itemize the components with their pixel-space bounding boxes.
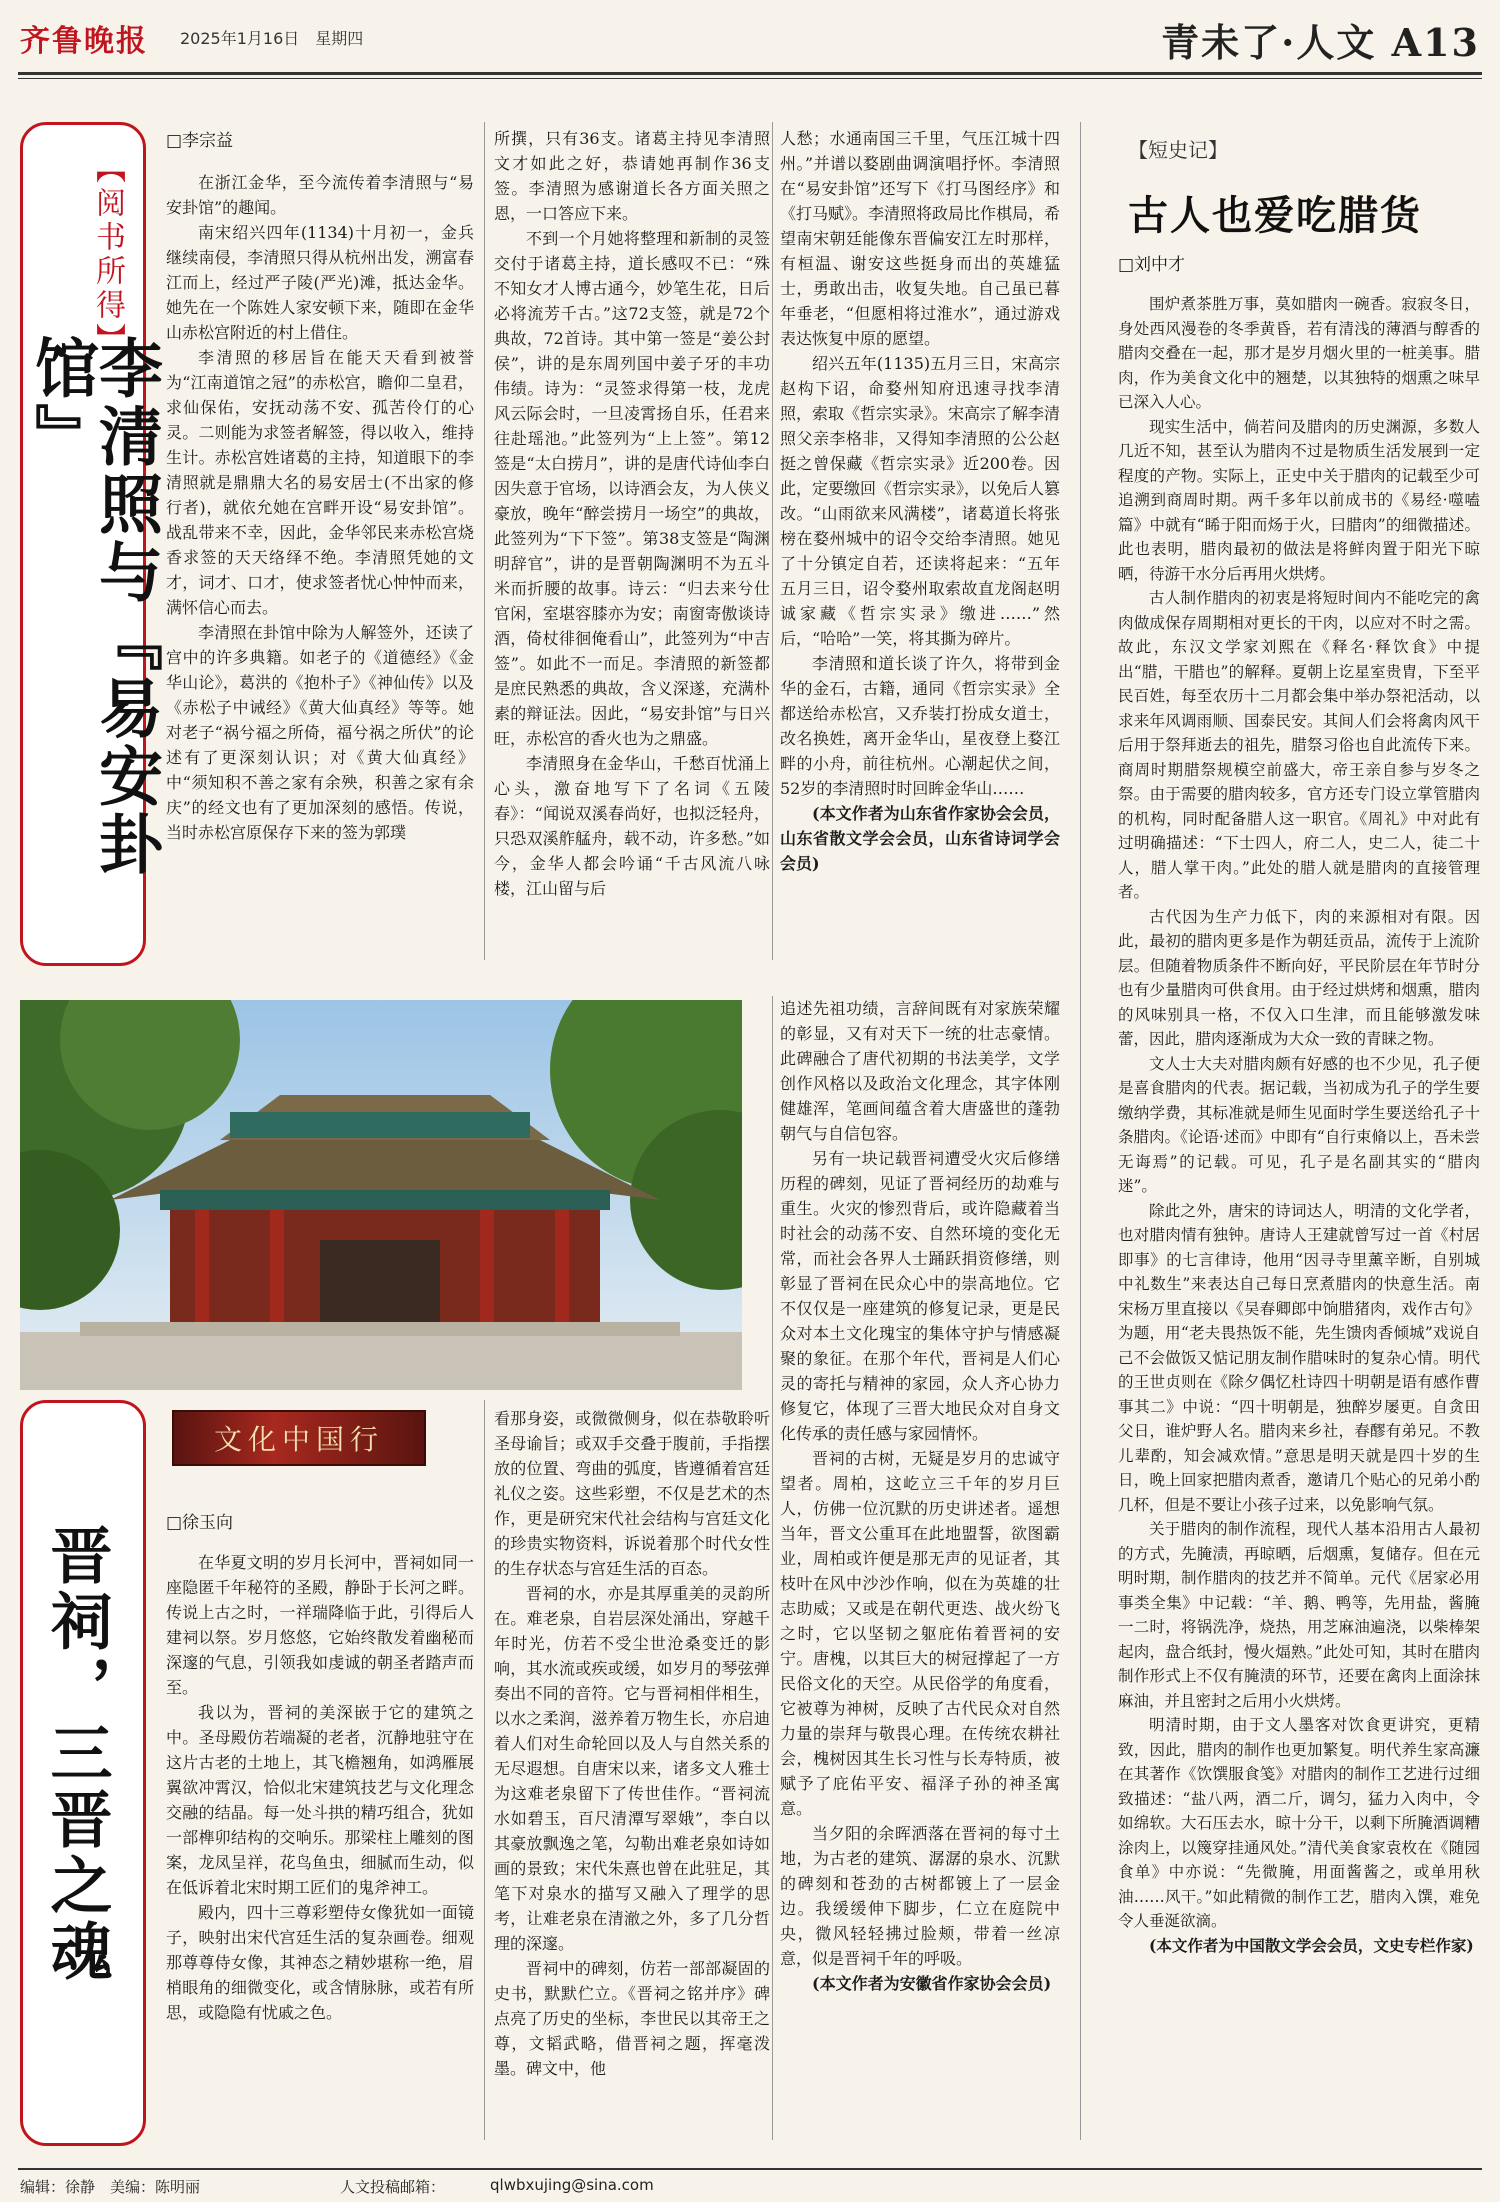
- column-divider: [484, 122, 485, 960]
- article2-column-3: [780, 996, 1060, 2140]
- footer-email[interactable]: qlwbxujing@sina.com: [490, 2176, 654, 2194]
- paragraph: 李清照身在金华山，千愁百忧涌上心头，激奋地写下了名词《五陵春》：“闻说双溪春尚好，也拟泛轻舟，只恐双溪舴艋舟，载不动，许多愁。”如今，金华人都会吟诵“千古风流八咏楼，江山留与后: [494, 754, 770, 898]
- paragraph: 晋祠的水，亦是其厚重美的灵韵所在。难老泉，自岩层深处涌出，穿越千年时光，仿若不受尘世沧桑变迁的影响，其水流或疾或缓，如岁月的琴弦弹奏出不同的音符。它与晋祠相伴相生，以水之柔润，滋养着万物生长，亦启迪着人们对生命轮回以及人与自然关系的无尽遐想。自唐宋以来，诸多文人雅士为这难老泉留下了传世佳作。“晋祠流水如碧玉，百尺清潭写翠娥”，李白以其豪放飘逸之笔，勾勒出难老泉如诗如画的景致；宋代朱熹也曾在此驻足，其笔下对泉水的描写又融入了理学的思考，让难老泉在清澈之外，多了几分哲理的深邃。: [494, 1584, 770, 1953]
- article1-title: 李清照与『易安卦馆』: [24, 335, 163, 879]
- article2-byline: □徐玉向: [166, 1513, 234, 1533]
- paragraph: 现实生活中，倘若问及腊肉的历史渊源，多数人几近不知，甚至认为腊肉不过是物质生活发展到一定程度的产物。实际上，正史中关于腊肉的记载至少可追溯到商周时期。两千多年以前成书的《易经·噬嗑篇》中就有“睎于阳而炀于火，曰腊肉”的细微描述。此也表明，腊肉最初的做法是将鲜肉置于阳光下晾晒，待游干水分后再用火烘烤。: [1118, 417, 1480, 583]
- culture-china-banner: 文化中国行: [172, 1410, 426, 1466]
- paragraph: 古人制作腊肉的初衷是将短时间内不能吃完的禽肉做成保存周期相对更长的干肉，以应对不时之需。故此，东汉文学家刘熙在《释名·释饮食》中提出“腊，干腊也”的解释。夏朝上讫星室贵胄，下至平民百姓，每至农历十二月都会集中举办祭祀活动，以求来年风调雨顺、国泰民安。其间人们会将禽肉风干后用于祭拜逝去的祖先，腊祭习俗也自此流传下来。商周时期腊祭规模空前盛大，帝王亲自参与岁冬之祭。由于需要的腊肉较多，官方还专门设立掌管腊肉的机构，同时配备腊人这一职官。《周礼》中对此有过明确描述：“下士四人，府二人，史二人，徒二十人，腊人掌干肉。”此处的腊人就是腊肉的直接管理者。: [1118, 589, 1480, 901]
- paragraph: 当夕阳的余晖洒落在晋祠的每寸土地，为古老的建筑、潺潺的泉水、沉默的碑刻和苍劲的古树都镀上了一层金边。我缓缓伸下脚步，仁立在庭院中央，微风轻轻拂过脸颊，带着一丝凉意，似是晋祠千年的呼吸。: [780, 1824, 1060, 1968]
- paragraph: 追述先祖功绩，言辞间既有对家族荣耀的彰显，又有对天下一统的壮志豪情。此碑融合了唐代初期的书法美学，文学创作风格以及政治文化理念，其字体刚健雄浑，笔画间蕴含着大唐盛世的蓬勃朝气与自信包容。: [780, 999, 1060, 1143]
- article3-tag: 【短史记】: [1128, 138, 1228, 162]
- author-note: (本文作者为山东省作家协会会员，山东省散文学会会员，山东省诗词学会会员): [780, 804, 1060, 873]
- issue-date: 2025年1月16日 星期四: [180, 29, 364, 48]
- paragraph: 晋祠的古树，无疑是岁月的忠诚守望者。周柏，这屹立三千年的岁月巨人，仿佛一位沉默的历史讲述者。遥想当年，晋文公重耳在此地盟誓，欲图霸业，周柏或许便是那无声的见证者，其枝叶在风中沙沙作响，似在为英雄的壮志助威；又或是在朝代更迭、战火纷飞之时，它以坚韧之躯庇佑着晋祠的安宁。唐槐，以其巨大的树冠撑起了一方民俗文化的天空。从民俗学的角度看，它被尊为神树，反映了古代民众对自然力量的崇拜与敬畏心理。在传统农耕社会，槐树因其生长习性与长寿特质，被赋予了庇佑平安、福泽子孙的神圣寓意。: [780, 1449, 1060, 1818]
- article2-column-2: [494, 1406, 770, 2140]
- column-divider: [484, 1400, 485, 2140]
- column-divider: [772, 122, 773, 960]
- footer-rule: [18, 2168, 1482, 2170]
- article1-column-3: [780, 126, 1060, 960]
- paragraph: 除此之外，唐宋的诗词达人，明清的文化学者，也对腊肉情有独钟。唐诗人王建就曾写过一首《村居即事》的七言律诗，他用“因寻寺里薰辛断，自别城中礼数生”来表达自己每日烹煮腊肉的快意生活。南宋杨万里直接以《吴春卿郎中饷腊猪肉，戏作古句》为题，用“老夫畏热饭不能，先生馈肉香倾城”戏说自己不会做饭又惦记朋友制作腊味时的复杂心情。明代的王世贞则在《除夕偶忆杜诗四十明朝是语有感作曹事其二》中说：“四十明朝是，独醉岁屡更。自贪田父日，谁炉野人名。腊肉来乡社，春醪有弟兄。不教儿辈酌，知会减欢情。”意思是明天就是四十岁的生日，晚上回家把腊肉煮香，邀请几个贴心的兄弟小酌几杯，但是不要让小孩子过来，以免影响气氛。: [1118, 1201, 1480, 1514]
- paragraph: 在浙江金华，至今流传着李清照与“易安卦馆”的趣闻。: [166, 173, 474, 217]
- paragraph: 人愁；水通南国三千里，气压江城十四州。”并谱以婺剧曲调演唱抒怀。李清照在“易安卦馆”还写下《打马图经序》和《打马赋》。李清照将政局比作棋局，希望南宋朝廷能像东晋偏安江左时那样，有桓温、谢安这些挺身而出的英雄猛士，勇敢出击，收复失地。自己虽已暮年垂老，“但愿相将过淮水”，通过游戏表达恢复中原的愿望。: [780, 129, 1060, 348]
- author-note: (本文作者为安徽省作家协会会员): [812, 1974, 1052, 1993]
- footer-email-label: 人文投稿邮箱：: [340, 2178, 446, 2196]
- paragraph: 看那身姿，或微微侧身，似在恭敬聆听圣母谕旨；或双手交叠于腹前，手指摆放的位置、弯曲的弧度，皆遵循着宫廷礼仪之姿。这些彩塑，不仅是艺术的杰作，更是研究宋代社会结构与宫廷文化的珍贵实物资料，诉说着那个时代女性的生存状态与宫廷生活的百态。: [494, 1409, 770, 1578]
- article2-title: 晋祠，三晋之魂: [40, 1523, 113, 1985]
- paragraph: 古代因为生产力低下，肉的来源相对有限。因此，最初的腊肉更多是作为朝廷贡品，流传于上流阶层。但随着物质条件不断向好，平民阶层在年节时分也有少量腊肉可供食用。由于经过烘烤和烟熏，腊肉的风味别具一格，不仅入口生津，而且能够激发味蕾，因此，腊肉逐渐成为大众一致的青睐之物。: [1118, 907, 1480, 1048]
- top-rule-thin: [18, 78, 1482, 79]
- paragraph: 晋祠中的碑刻，仿若一部部凝固的史书，默默伫立。《晋祠之铭并序》碑点亮了历史的坐标，李世民以其帝王之尊，文韬武略，借晋祠之题，挥毫泼墨。碑文中，他: [494, 1959, 770, 2078]
- paragraph: 所撰，只有36支。诸葛主持见李清照文才如此之好，恭请她再制作36支签。李清照为感谢道长各方面关照之恩，一口答应下来。: [494, 129, 770, 223]
- jinci-temple-photo: [20, 1000, 742, 1390]
- paragraph: 不到一个月她将整理和新制的灵签交付于诸葛主持，道长感叹不已：“殊不知女才人博古通今，妙笔生花，日后必将流芳千古。”这72支签，就是72个典故，72首诗。其中第一签是“姜公封侯”，讲的是东周列国中姜子牙的丰功伟绩。诗为：“灵签求得第一枝，龙虎风云际会时，一旦凌霄扬自乐，任君来往赴瑶池。”此签列为“上上签”。第12签是“太白捞月”，讲的是唐代诗仙李白因失意于官场，以诗酒会友，为人侠义豪放，晚年“醉尝捞月一场空”的典故，此签列为“下下签”。第38支签是“陶渊明辞官”，讲的是晋朝陶渊明不为五斗米而折腰的故事。诗云：“归去来兮仕官闲，室堪容膝亦为安；南窗寄傲谈诗酒，倚杖徘徊俺看山”，此签列为“中吉签”。如此不一而足。李清照的新签都是庶民熟悉的典故，含义深遂，充满朴素的辩证法。因此，“易安卦馆”与日兴旺，赤松宫的香火也为之鼎盛。: [494, 229, 770, 748]
- page-section-title: 青未了·人文 A13: [1161, 20, 1480, 65]
- footer-editors: 编辑：徐静 美编：陈明丽: [20, 2178, 201, 2196]
- article1-column-1: [166, 170, 474, 960]
- paragraph: 关于腊肉的制作流程，现代人基本沿用古人最初的方式，先腌渍，再晾晒，后烟熏，复储存。但在元明时期，制作腊肉的技艺并不简单。元代《居家必用事类全集》中记载：“羊、鹅、鸭等，先用盐，酱腌一二时，将锅洗净，烧热，用芝麻油遍浇，以柴棒架起肉，盘合纸封，慢火煏熟。”此处可知，其时在腊肉制作形式上不仅有腌渍的环节，还要在禽肉上面涂抹麻油，并且密封之后用小火烘烤。: [1118, 1520, 1480, 1710]
- paragraph: 在华夏文明的岁月长河中，晋祠如同一座隐匿千年秘符的圣殿，静卧于长河之畔。传说上古之时，一祥瑞降临于此，引得后人建祠以祭。岁月悠悠，它始终散发着幽秘而深邃的气息，引领我如虔诚的朝圣者踏声而至。: [166, 1553, 474, 1697]
- article3-body: [1118, 292, 1480, 2140]
- author-note: (本文作者为中国散文学会会员，文史专栏作家): [1149, 1935, 1474, 1955]
- article2-title-box: [20, 1400, 146, 2146]
- column-divider: [772, 996, 773, 2140]
- paragraph: 另有一块记载晋祠遭受火灾后修缮历程的碑刻，见证了晋祠经历的劫难与重生。火灾的惨烈背后，或许隐藏着当时社会的动荡不安、自然环境的变化无常，而社会各界人士踊跃捐资修缮，则彰显了晋祠在民众心中的崇高地位。它不仅仅是一座建筑的修复记录，更是民众对本土文化瑰宝的集体守护与情感凝聚的象征。在那个年代，晋祠是人们心灵的寄托与精神的家园，众人齐心协力修复它，体现了三晋大地民众对自身文化传承的责任感与家园情怀。: [780, 1149, 1060, 1443]
- article1-tag: 【阅书所得】: [90, 153, 125, 357]
- paragraph: 围炉煮茶胜万事，莫如腊肉一碗香。寂寂冬日，身处西风漫卷的冬季黄昏，若有清浅的薄酒与醇香的腊肉交叠在一起，那才是岁月烟火里的一桩美事。腊肉，作为美食文化中的翘楚，以其独特的烟熏之味早已深入人心。: [1118, 295, 1480, 411]
- paragraph: 明清时期，由于文人墨客对饮食更讲究，更精致，因此，腊肉的制作也更加繁复。明代养生家高濂在其著作《饮馔服食笺》对腊肉的制作工艺进行过细致描述：“盐八两，酒二斤，调匀，猛力入肉中，令如绵软。大石压去水，晾十分干，以剩下所腌酒调糟涂肉上，以篾穿挂通风处。”清代美食家袁枚在《随园食单》中亦说：“先微腌，用面酱酱之，或单用秋油……风干。”如此精微的制作工艺，腊肉入馔，难免令人垂涎欲滴。: [1118, 1716, 1480, 1930]
- paragraph: 南宋绍兴四年(1134)十月初一，金兵继续南侵，李清照只得从杭州出发，溯富春江而上，经过严子陵(严光)滩，抵达金华。她先在一个陈姓人家安顿下来，随即在金华山赤松宫附近的村上借住。: [166, 223, 474, 342]
- paragraph: 绍兴五年(1135)五月三日，宋高宗赵构下诏，命婺州知府迅速寻找李清照，索取《哲宗实录》。宋高宗了解李清照父亲李格非，又得知李清照的公公赵挺之曾保藏《哲宗实录》近200卷。因此，定要缴回《哲宗实录》，以免后人篡改。“山雨欲来风满楼”，诸葛道长将张榜在婺州城中的诏令交给李清照。她见了十分镇定自若，还读将起来：“五年五月三日，诏令婺州取索故直龙阁赵明诚家藏《哲宗实录》缴进……”然后，“哈哈”一笑，将其撕为碎片。: [780, 354, 1060, 648]
- article1-column-2: [494, 126, 770, 960]
- article3-title: 古人也爱吃腊货: [1128, 192, 1422, 239]
- column-divider: [1080, 122, 1081, 2140]
- paragraph: 李清照在卦馆中除为人解签外，还读了宫中的许多典籍。如老子的《道德经》《金华山论》，葛洪的《抱朴子》《神仙传》以及《赤松子中诫经》《黄大仙真经》等等。她对老子“祸兮福之所倚，福兮祸之所伏”的论述有了更深刻认识；对《黄大仙真经》中“须知积不善之家有余殃，积善之家有余庆”的经文也有了更加深刻的感悟。传说，当时赤松宫原保存下来的签为郭璞: [166, 623, 474, 842]
- article2-column-1: [166, 1550, 474, 2140]
- paragraph: 李清照和道长谈了许久，将带到金华的金石，古籍，通同《哲宗实录》全都送给赤松宫，又乔装打扮成女道士，改名换姓，离开金华山，星夜登上婺江畔的小舟，前往杭州。心潮起伏之间，52岁的李清照时时回眸金华山……: [780, 654, 1060, 798]
- newspaper-logo: 齐鲁晚报: [20, 24, 148, 59]
- temple-illustration: [20, 1000, 742, 1390]
- top-rule: [18, 72, 1482, 75]
- article1-title-box: [20, 122, 163, 966]
- article1-byline: □李宗益: [166, 131, 234, 151]
- paragraph: 文人士大夫对腊肉颇有好感的也不少见，孔子便是喜食腊肉的代表。据记载，当初成为孔子的学生要缴纳学费，其标准就是师生见面时学生要送给孔子十条腊肉。《论语·述而》中即有“自行束脩以上，吾未尝无诲焉”的记载。可见，孔子是名副其实的“腊肉迷”。: [1118, 1054, 1480, 1195]
- paragraph: 殿内，四十三尊彩塑侍女像犹如一面镜子，映射出宋代宫廷生活的复杂画卷。细观那尊尊侍女像，其神态之精妙堪称一绝，眉梢眼角的细微变化，或含情脉脉，或若有所思，或隐隐有忧戚之色。: [166, 1903, 474, 2022]
- paragraph: 李清照的移居旨在能天天看到被誉为“江南道馆之冠”的赤松宫，瞻仰二皇君，求仙保佑，安抚动荡不安、孤苦伶仃的心灵。二则能为求签者解签，得以收入，维持生计。赤松宫姓诸葛的主持，知道眼下的李清照就是鼎鼎大名的易安居士(不出家的修行者)，就依允她在宫畔开设“易安卦馆”。战乱带来不幸，因此，金华邻民来赤松宫烧香求签的天天络绎不绝。李清照凭她的文才，词才、口才，使求签者忧心忡忡而来，满怀信心而去。: [166, 348, 474, 617]
- article3-byline: □刘中才: [1118, 255, 1186, 275]
- paragraph: 我以为，晋祠的美深嵌于它的建筑之中。圣母殿仿若端凝的老者，沉静地驻守在这片古老的土地上，其飞檐翘角，如鸿雁展翼欲冲霄汉，恰似北宋建筑技艺与文化理念交融的结晶。每一处斗拱的精巧组合，犹如一部榫卯结构的交响乐。那梁柱上雕刻的图案，龙凤呈祥，花鸟鱼虫，细腻而生动，似在低诉着北宋时期工匠们的鬼斧神工。: [166, 1703, 474, 1897]
